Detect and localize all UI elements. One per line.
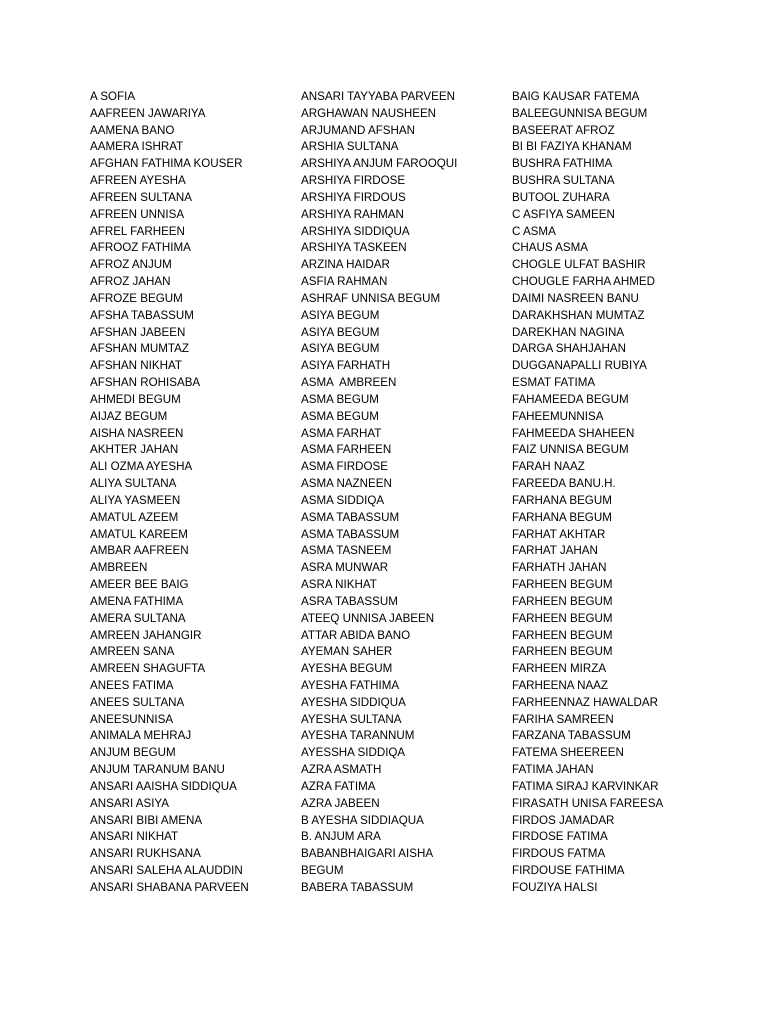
name-entry: AKHTER JAHAN [90, 443, 179, 457]
name-entry: ARZINA HAIDAR [301, 258, 390, 272]
name-entry: ATTAR ABIDA BANO [301, 628, 411, 642]
name-column-2 [301, 89, 506, 897]
name-entry: AYESHA SULTANA [301, 712, 402, 726]
name-entry: AMREEN SANA [90, 645, 175, 659]
name-entry: B AYESHA SIDDIAQUA [301, 813, 424, 827]
name-entry: AFSHAN MUMTAZ [90, 342, 189, 356]
name-entry: AFREEN SULTANA [90, 190, 192, 204]
name-entry: ANSARI AAISHA SIDDIQUA [90, 779, 237, 793]
name-column-1 [90, 89, 295, 897]
name-entry: DARGA SHAHJAHAN [512, 342, 627, 356]
name-entry: ASIYA BEGUM [301, 308, 380, 322]
name-entry: ASRA NIKHAT [301, 578, 377, 592]
name-entry: FAIZ UNNISA BEGUM [512, 443, 629, 457]
name-entry: AFSHAN NIKHAT [90, 359, 182, 373]
name-entry: ANEES FATIMA [90, 678, 174, 692]
name-entry: FIRDOUSE FATHIMA [512, 864, 625, 878]
name-entry: ARSHIA SULTANA [301, 140, 399, 154]
name-entry: FAHAMEEDA BEGUM [512, 392, 629, 406]
name-entry: ARSHIYA FIRDOUS [301, 190, 406, 204]
name-entry: ANSARI TAYYABA PARVEEN [301, 90, 455, 103]
name-entry: BAIG KAUSAR FATEMA [512, 90, 640, 103]
name-entry: FATIMA JAHAN [512, 763, 594, 777]
name-entry: FARHEEN BEGUM [512, 645, 613, 659]
name-column-3 [512, 89, 742, 897]
name-entry: ANSARI SHABANA PARVEEN [90, 880, 249, 894]
name-entry: ANSARI NIKHAT [90, 830, 179, 844]
name-entry: FATIMA SIRAJ KARVINKAR [512, 779, 659, 793]
name-entry: ARSHIYA RAHMAN [301, 207, 404, 221]
name-entry: ASHRAF UNNISA BEGUM [301, 291, 441, 305]
name-entry: ASMA FIRDOSE [301, 460, 388, 474]
name-entry: AIJAZ BEGUM [90, 409, 168, 423]
name-entry: FARHEENNAZ HAWALDAR [512, 695, 659, 709]
name-entry: DUGGANAPALLI RUBIYA [512, 359, 647, 373]
name-entry: AYEMAN SAHER [301, 645, 393, 659]
name-entry: FAREEDA BANU.H. [512, 477, 616, 491]
name-entry: AAMERA ISHRAT [90, 140, 184, 154]
name-entry: BABERA TABASSUM [301, 880, 414, 894]
name-entry: AMATUL AZEEM [90, 510, 179, 524]
name-entry: ARGHAWAN NAUSHEEN [301, 106, 437, 120]
name-entry: AAMENA BANO [90, 123, 175, 137]
name-entry: ANIMALA MEHRAJ [90, 729, 192, 743]
name-entry: AYESHA TARANNUM [301, 729, 415, 743]
name-entry: BASEERAT AFROZ [512, 123, 615, 137]
name-entry: FARHAT AKHTAR [512, 527, 606, 541]
name-entry: C ASFIYA SAMEEN [512, 207, 615, 221]
name-entry: CHAUS ASMA [512, 241, 589, 255]
name-entry: ASMA AMBREEN [301, 376, 397, 390]
name-entry: AFREL FARHEEN [90, 224, 185, 238]
name-entry: ASIYA BEGUM [301, 325, 380, 339]
name-entry: AYESHA SIDDIQUA [301, 695, 406, 709]
name-entry: DAIMI NASREEN BANU [512, 291, 639, 305]
name-entry: FIRASATH UNISA FAREESA [512, 796, 664, 810]
name-entry: FIRDOUS FATMA [512, 847, 606, 861]
name-entry: ARSHIYA SIDDIQUA [301, 224, 410, 238]
name-entry: FARHEEN MIRZA [512, 662, 607, 676]
name-entry: DAREKHAN NAGINA [512, 325, 625, 339]
name-entry: ASRA TABASSUM [301, 594, 398, 608]
name-entry: CHOUGLE FARHA AHMED [512, 275, 656, 289]
name-entry: FARAH NAAZ [512, 460, 585, 474]
name-entry: AMATUL KAREEM [90, 527, 188, 541]
name-entry: C ASMA [512, 224, 556, 238]
name-entry: ARSHIYA TASKEEN [301, 241, 407, 255]
name-entry: CHOGLE ULFAT BASHIR [512, 258, 646, 272]
name-entry: AYESHA BEGUM [301, 662, 393, 676]
name-entry: ASMA SIDDIQA [301, 493, 385, 507]
name-entry: ANSARI BIBI AMENA [90, 813, 203, 827]
name-entry: FARHEENA NAAZ [512, 678, 608, 692]
name-entry: FIRDOSE FATIMA [512, 830, 608, 844]
name-entry: B. ANJUM ARA [301, 830, 381, 844]
name-entry: ANSARI SALEHA ALAUDDIN [90, 864, 243, 878]
name-entry: AFROZ ANJUM [90, 258, 172, 272]
name-entry: FARHEEN BEGUM [512, 611, 613, 625]
name-entry: AFROOZ FATHIMA [90, 241, 191, 255]
name-entry: ATEEQ UNNISA JABEEN [301, 611, 435, 625]
name-entry: BALEEGUNNISA BEGUM [512, 106, 648, 120]
name-entry: ANEESUNNISA [90, 712, 174, 726]
name-entry: ALIYA SULTANA [90, 477, 177, 491]
name-entry: FAHEEMUNNISA [512, 409, 604, 423]
name-entry: ASMA TASNEEM [301, 544, 392, 558]
name-entry: ASMA FARHEEN [301, 443, 392, 457]
name-entry: AYESHA FATHIMA [301, 678, 400, 692]
name-entry: FARHANA BEGUM [512, 510, 612, 524]
name-entry: FARHEEN BEGUM [512, 628, 613, 642]
name-entry: FARHAT JAHAN [512, 544, 598, 558]
name-entry: AMREEN SHAGUFTA [90, 662, 206, 676]
name-entry: AZRA JABEEN [301, 796, 380, 810]
name-entry: BEGUM [301, 864, 344, 878]
name-entry: AFROZ JAHAN [90, 275, 171, 289]
name-entry: AISHA NASREEN [90, 426, 184, 440]
name-entry: ASIYA BEGUM [301, 342, 380, 356]
name-entry: AFSHAN ROHISABA [90, 376, 201, 390]
name-entry: AFREEN UNNISA [90, 207, 185, 221]
name-entry: AYESSHA SIDDIQA [301, 746, 406, 760]
name-entry: ASMA BEGUM [301, 392, 379, 406]
name-entry: FAHMEEDA SHAHEEN [512, 426, 635, 440]
name-entry: BUTOOL ZUHARA [512, 190, 610, 204]
name-entry: ASRA MUNWAR [301, 561, 389, 575]
name-entry: AFROZE BEGUM [90, 291, 183, 305]
name-entry: BUSHRA FATHIMA [512, 157, 613, 171]
name-entry: AFSHA TABASSUM [90, 308, 194, 322]
name-entry: ANJUM TARANUM BANU [90, 763, 225, 777]
name-entry: ASMA NAZNEEN [301, 477, 392, 491]
name-entry: FARHANA BEGUM [512, 493, 612, 507]
name-entry: AMENA FATHIMA [90, 594, 184, 608]
name-entry: FARZANA TABASSUM [512, 729, 631, 743]
name-entry: ASIYA FARHATH [301, 359, 391, 373]
name-entry: AMBREEN [90, 561, 148, 575]
name-entry: FOUZIYA HALSI [512, 880, 598, 894]
name-entry: FIRDOS JAMADAR [512, 813, 615, 827]
name-entry: AMBAR AAFREEN [90, 544, 189, 558]
name-entry: AZRA ASMATH [301, 763, 382, 777]
name-entry: BUSHRA SULTANA [512, 174, 615, 188]
name-entry: AZRA FATIMA [301, 779, 376, 793]
name-entry: ESMAT FATIMA [512, 376, 596, 390]
name-entry: AFSHAN JABEEN [90, 325, 186, 339]
name-entry: ARJUMAND AFSHAN [301, 123, 416, 137]
name-entry: ANSARI RUKHSANA [90, 847, 201, 861]
name-entry: ARSHIYA ANJUM FAROOQUI [301, 157, 458, 171]
name-entry: ALIYA YASMEEN [90, 493, 181, 507]
name-entry: FARHATH JAHAN [512, 561, 607, 575]
name-entry: AMERA SULTANA [90, 611, 186, 625]
name-entry: DARAKHSHAN MUMTAZ [512, 308, 645, 322]
name-entry: ASMA TABASSUM [301, 510, 400, 524]
name-entry: A SOFIA [90, 90, 136, 103]
name-entry: ASMA FARHAT [301, 426, 382, 440]
name-entry: FARHEEN BEGUM [512, 578, 613, 592]
name-entry: AMEER BEE BAIG [90, 578, 189, 592]
name-entry: FARIHA SAMREEN [512, 712, 614, 726]
name-entry: ARSHIYA FIRDOSE [301, 174, 406, 188]
name-entry: AMREEN JAHANGIR [90, 628, 202, 642]
name-entry: FARHEEN BEGUM [512, 594, 613, 608]
name-entry: FATEMA SHEEREEN [512, 746, 624, 760]
name-entry: AAFREEN JAWARIYA [90, 106, 206, 120]
name-entry: AHMEDI BEGUM [90, 392, 181, 406]
name-entry: BI BI FAZIYA KHANAM [512, 140, 632, 154]
name-entry: ASMA TABASSUM [301, 527, 400, 541]
name-entry: ANEES SULTANA [90, 695, 185, 709]
name-entry: ASFIA RAHMAN [301, 275, 388, 289]
name-entry: ANSARI ASIYA [90, 796, 170, 810]
name-entry: ANJUM BEGUM [90, 746, 176, 760]
name-entry: BABANBHAIGARI AISHA [301, 847, 434, 861]
name-entry: ALI OZMA AYESHA [90, 460, 193, 474]
name-entry: ASMA BEGUM [301, 409, 379, 423]
name-entry: AFREEN AYESHA [90, 174, 186, 188]
name-entry: AFGHAN FATHIMA KOUSER [90, 157, 243, 171]
